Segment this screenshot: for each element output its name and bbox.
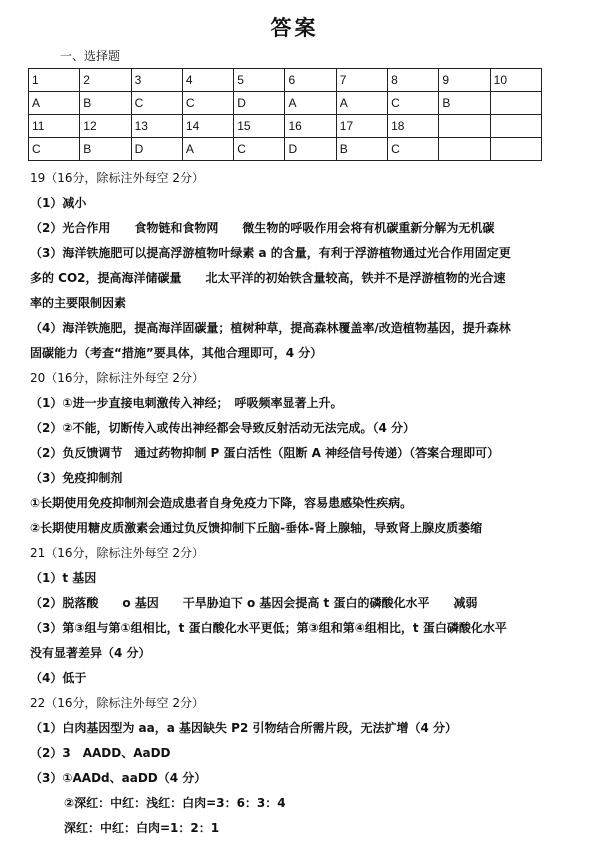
table-cell [490, 115, 541, 138]
answer-line: ②长期使用糖皮质激素会通过负反馈抑制下丘脑-垂体-肾上腺轴，导致肾上腺皮质萎缩 [30, 521, 483, 535]
table-cell: 1 [29, 69, 80, 92]
table-cell: 15 [234, 115, 285, 138]
table-cell: A [285, 92, 336, 115]
page-title: 答案 [270, 16, 319, 40]
table-cell: 2 [80, 69, 131, 92]
table-cell: B [439, 92, 490, 115]
table-cell: C [388, 138, 439, 161]
answer-line: （2）②不能，切断传入或传出神经都会导致反射活动无法完成。（4 分） [30, 421, 416, 435]
answer-line: 深红：中红：白肉=1：2：1 [64, 821, 220, 835]
table-cell: D [234, 92, 285, 115]
table-row [29, 69, 542, 92]
answer-line: （3）海洋铁施肥可以提高浮游植物叶绿素 a 的含量，有利于浮游植物通过光合作用固定更 [30, 246, 511, 260]
answer-line: ①长期使用免疫抑制剂会造成患者自身免疫力下降，容易患感染性疾病。 [30, 496, 413, 510]
table-cell: 14 [182, 115, 233, 138]
table-cell: 17 [336, 115, 387, 138]
answer-line: （2）3 AADD、AaDD [30, 746, 171, 760]
table-cell: 12 [80, 115, 131, 138]
table-cell: A [336, 92, 387, 115]
answer-table [28, 68, 542, 161]
table-cell: A [182, 138, 233, 161]
table-cell: B [336, 138, 387, 161]
table-row [29, 115, 542, 138]
answer-line: 固碳能力（考查“措施”要具体，其他合理即可，4 分） [30, 346, 323, 360]
answer-line: （3）第③组与第①组相比，t 蛋白酸化水平更低；第③组和第④组相比，t 蛋白磷酸化水平 [30, 621, 507, 635]
table-cell: 4 [182, 69, 233, 92]
question-heading: 21（16分，除标注外每空 2分） [30, 546, 204, 560]
table-cell [439, 115, 490, 138]
table-cell: B [80, 92, 131, 115]
question-heading: 19（16分，除标注外每空 2分） [30, 171, 204, 185]
table-cell: 8 [388, 69, 439, 92]
table-cell: 13 [131, 115, 182, 138]
table-cell [490, 138, 541, 161]
table-cell: D [131, 138, 182, 161]
answer-line: （4）低于 [30, 671, 87, 685]
table-cell: 18 [388, 115, 439, 138]
table-cell: C [29, 138, 80, 161]
answer-line: （1）减小 [30, 196, 87, 210]
table-cell: C [182, 92, 233, 115]
table-cell: C [388, 92, 439, 115]
table-cell [490, 92, 541, 115]
answer-body [30, 166, 570, 841]
table-cell [439, 138, 490, 161]
table-row [29, 138, 542, 161]
answer-line: 没有显著差异（4 分） [30, 646, 151, 660]
table-row [29, 92, 542, 115]
table-cell: 6 [285, 69, 336, 92]
question-heading: 22（16分，除标注外每空 2分） [30, 696, 204, 710]
table-cell: 10 [490, 69, 541, 92]
table-cell: B [80, 138, 131, 161]
table-cell: A [29, 92, 80, 115]
question-heading: 20（16分，除标注外每空 2分） [30, 371, 204, 385]
section-heading: 一、选择题 [60, 49, 121, 63]
table-cell: C [131, 92, 182, 115]
answer-line: （1）①进一步直接电刺激传入神经； 呼吸频率显著上升。 [30, 396, 343, 410]
table-cell: 11 [29, 115, 80, 138]
table-cell: 16 [285, 115, 336, 138]
answer-line: （1）白肉基因型为 aa，a 基因缺失 P2 引物结合所需片段，无法扩增（4 分） [30, 721, 458, 735]
answer-line: （2）负反馈调节 通过药物抑制 P 蛋白活性（阻断 A 神经信号传递）（答案合理即可） [30, 446, 500, 460]
answer-line: （4）海洋铁施肥，提高海洋固碳量；植树种草，提高森林覆盖率/改造植物基因，提升森林 [30, 321, 511, 335]
answer-line: （1）t 基因 [30, 571, 97, 585]
table-cell: C [234, 138, 285, 161]
answer-line: （2）光合作用 食物链和食物网 微生物的呼吸作用会将有机碳重新分解为无机碳 [30, 221, 495, 235]
table-cell: 9 [439, 69, 490, 92]
answer-line: 率的主要限制因素 [30, 296, 127, 310]
answer-line: ②深红：中红：浅红：白肉=3：6：3：4 [64, 796, 286, 810]
table-cell: 5 [234, 69, 285, 92]
table-cell: 3 [131, 69, 182, 92]
answer-line: （3）免疫抑制剂 [30, 471, 123, 485]
answer-line: （2）脱落酸 o 基因 干旱胁迫下 o 基因会提高 t 蛋白的磷酸化水平 减弱 [30, 596, 478, 610]
answer-line: （3）①AADd、aaDD（4 分） [30, 771, 207, 785]
table-cell: 7 [336, 69, 387, 92]
table-cell: D [285, 138, 336, 161]
answer-line: 多的 CO2，提高海洋储碳量 北太平洋的初始铁含量较高，铁并不是浮游植物的光合速 [30, 271, 506, 285]
